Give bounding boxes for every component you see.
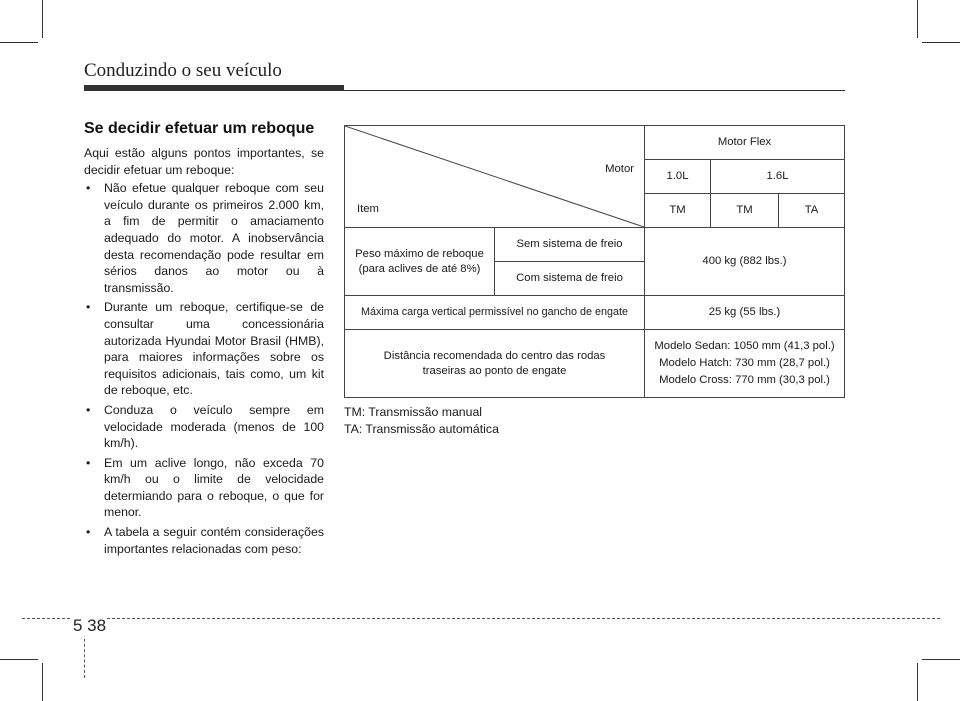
max-weight-subtitle: (para aclives de até 8%)	[358, 262, 481, 275]
engine-header: 1.6L	[711, 160, 845, 194]
section-title: Se decidir efetuar um reboque	[84, 120, 315, 137]
transmission-header: TA	[779, 194, 845, 228]
distance-value-sedan: Modelo Sedan: 1050 mm (41,3 pol.)	[654, 340, 835, 352]
crop-mark	[42, 663, 43, 701]
transmission-header: TM	[645, 194, 711, 228]
crop-mark	[922, 659, 960, 660]
bullet-icon: •	[86, 455, 91, 470]
transmission-header: TM	[711, 194, 779, 228]
distance-value-hatch: Modelo Hatch: 730 mm (28,7 pol.)	[659, 357, 830, 369]
table-notes	[344, 404, 499, 437]
header-rule-thin	[344, 90, 845, 91]
note-ta: TA: Transmissão automática	[344, 421, 499, 436]
list-item	[84, 299, 324, 399]
bullet-text: A tabela a seguir contém considerações importantes relacionadas com peso:	[104, 525, 324, 556]
engine-group-header: Motor Flex	[645, 126, 845, 160]
max-weight-title: Peso máximo de reboque	[355, 247, 484, 260]
distance-label-line: Distância recomendada do centro das rodas	[383, 349, 606, 362]
list-item	[84, 455, 324, 521]
bullet-icon: •	[86, 300, 91, 315]
with-brake-label: Com sistema de freio	[495, 262, 645, 296]
header-rule-thick	[84, 85, 344, 91]
bullet-text: Conduza o veículo sempre em velocidade moderada (menos de 100 km/h).	[104, 402, 324, 451]
towing-spec-table	[344, 125, 845, 398]
bullet-text: Durante um reboque, certifique-se de consultar uma concessionária autorizada Hyundai Motor Brasil (HMB), para maiores informações sobre os requisitos adicionais, tais como, um kit de reboque, etc.	[104, 300, 324, 398]
intro-paragraph: Aqui estão alguns pontos importantes, se decidir efetuar um reboque:	[84, 146, 324, 177]
corner-motor-label: Motor	[605, 163, 634, 175]
list-item	[84, 524, 324, 557]
engine-header: 1.0L	[645, 160, 711, 194]
left-column	[84, 120, 324, 560]
footer-dashed-rule	[22, 618, 940, 619]
list-item	[84, 402, 324, 452]
table-row	[345, 296, 845, 330]
max-weight-label	[345, 228, 495, 296]
bullet-text: Não efetue qualquer reboque com seu veículo durante os primeiros 2.000 km, a fim de permitir o amaciamento adequado do motor. A inobservância desta recomendação pode resultar em sérios danos ao motor ou à transmissão.	[104, 181, 324, 295]
crop-mark	[917, 663, 918, 701]
distance-values	[645, 330, 845, 398]
distance-label-line: traseiras ao ponto de engate	[422, 364, 567, 377]
table-row	[345, 330, 845, 398]
page-number: 5 38	[73, 616, 107, 635]
distance-label	[345, 330, 645, 398]
vertical-load-value: 25 kg (55 lbs.)	[645, 296, 845, 330]
crop-mark	[922, 42, 960, 43]
table-row	[345, 126, 845, 160]
bullet-icon: •	[86, 402, 91, 417]
crop-mark	[42, 0, 43, 38]
max-weight-value: 400 kg (882 lbs.)	[645, 228, 845, 296]
bullet-text: Em um aclive longo, não exceda 70 km/h ou o limite de velocidade determiando para o reboque, o que for menor.	[104, 455, 324, 520]
list-item	[84, 180, 324, 296]
crop-mark	[917, 0, 918, 38]
bullet-icon: •	[86, 181, 91, 196]
vertical-load-label: Máxima carga vertical permissível no gancho de engate	[345, 296, 645, 330]
bullet-list	[84, 180, 324, 557]
corner-item-label: Item	[357, 203, 379, 215]
table-row	[345, 228, 845, 262]
crop-mark	[0, 42, 38, 43]
crop-mark	[0, 659, 38, 660]
distance-value-cross: Modelo Cross: 770 mm (30,3 pol.)	[659, 374, 830, 386]
without-brake-label: Sem sistema de freio	[495, 228, 645, 262]
running-header: Conduzindo o seu veículo	[84, 60, 282, 81]
note-tm: TM: Transmissão manual	[344, 405, 483, 419]
bullet-icon: •	[86, 525, 91, 540]
table-corner-cell	[345, 126, 645, 228]
diagonal-line	[345, 126, 644, 227]
